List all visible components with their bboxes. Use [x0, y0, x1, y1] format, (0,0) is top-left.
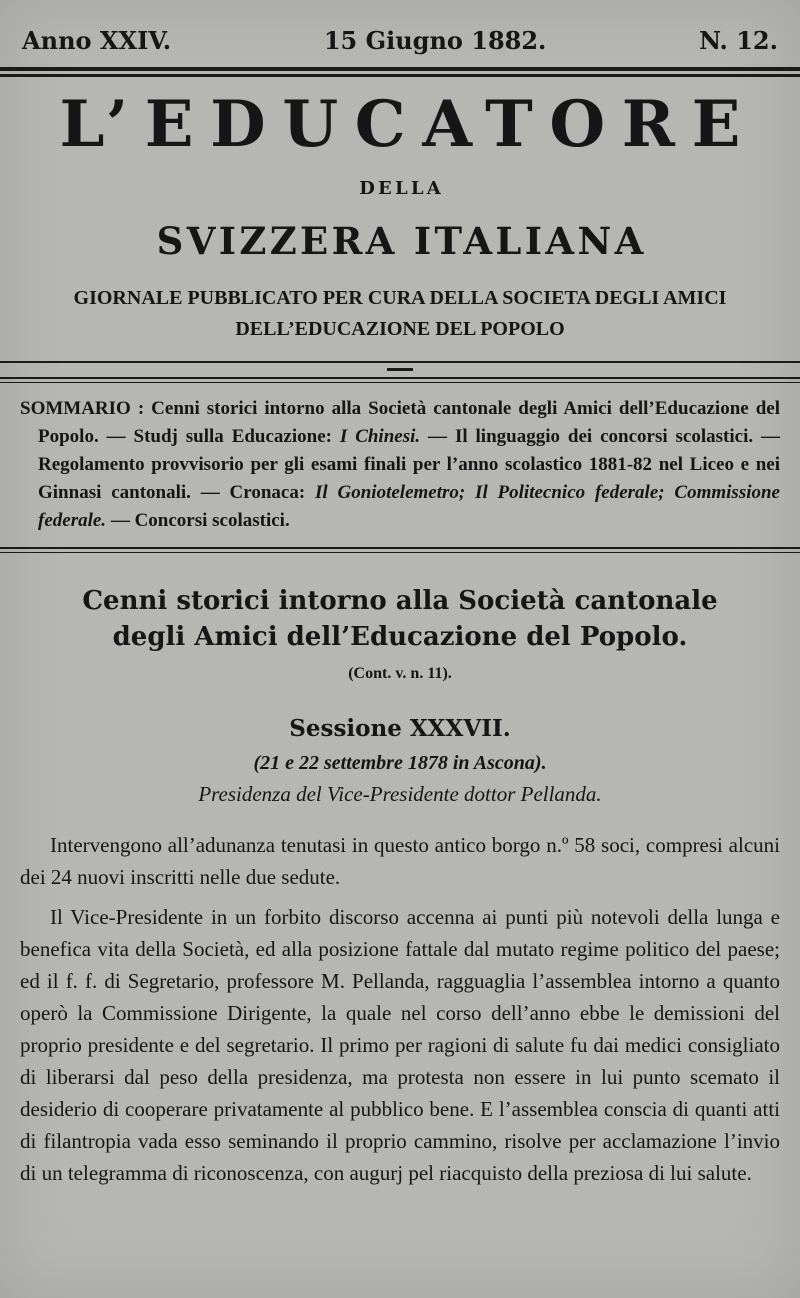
issue-number: N. 12.: [699, 26, 778, 55]
article: [20, 583, 780, 1189]
session-heading: Sessione XXXVII.: [289, 715, 511, 743]
article-title-line2: degli Amici dell’Educazione del Popolo.: [112, 622, 688, 653]
body-paragraph: Il Vice-Presidente in un forbito discorso accenna ai punti più notevoli della lunga e benefica vita della Società, ed alla posizione fattale dal mutato regime politico del paese; ed il f. f. di Segretario, professore M. Pellanda, ragguaglia l’assemblea intorno a quanto operò la Commissione Dirigente, la quale nel corso dell’anno ebbe le demissioni del proprio presidente e del segretario. Il primo per ragioni di salute fu dai medici consigliato di liberarsi dal peso della presidenza, ma protesta non essere in lui punto scemato il desiderio di cooperare privatamente al pubblico bene. E l’assemblea conscia di quanti atti di filantropia vada esso seminando il proprio cammino, risolve per acclamazione l’invio di un telegramma di riconoscenza, con augurj pel riacquisto della preziosa di lui salute.: [20, 905, 780, 1186]
body-paragraph: Intervengono all’adunanza tenutasi in questo antico borgo n.º 58 soci, compresi alcuni dei 24 nuovi inscritti nelle due sedute.: [20, 833, 780, 890]
tagline-rule: [0, 361, 800, 363]
journal-tagline: [20, 283, 780, 345]
summary-label: SOMMARIO :: [20, 398, 145, 420]
summary-block: [20, 395, 780, 535]
tagline-line2: DELL’EDUCAZIONE DEL POPOLO: [235, 318, 565, 341]
center-ornament-dash: [387, 368, 413, 371]
header-double-rule: [0, 67, 800, 77]
summary-seg4-italic: Il Goniotelemetro; Il Politecnico federale; Commissione federale.: [38, 482, 780, 532]
session-date: (21 e 22 settembre 1878 in Ascona).: [253, 752, 547, 775]
continuation-note: (Cont. v. n. 11).: [348, 665, 452, 683]
article-title: [20, 583, 780, 655]
session-presidency: Presidenza del Vice-Presidente dottor Pellanda.: [198, 782, 602, 807]
masthead-della: DELLA: [359, 178, 445, 200]
issue-date: 15 Giugno 1882.: [323, 26, 547, 55]
article-title-line1: Cenni storici intorno alla Società cantonale: [82, 586, 718, 617]
summary-seg3: — Il linguaggio dei concorsi scolastici. — Regolamento provvisorio per gli esami finali per l’anno scolastico 1881-82 nel Liceo e nei Ginnasi cantonali. — Cronaca:: [38, 426, 781, 504]
issue-header: [20, 26, 780, 55]
journal-title: L’EDUCATORE: [59, 87, 758, 162]
tagline-line1: GIORNALE PUBBLICATO PER CURA DELLA SOCIETA DEGLI AMICI: [73, 287, 727, 310]
issue-volume: Anno XXIV.: [22, 26, 172, 55]
summary-rule-bottom: [0, 547, 800, 553]
summary-seg5: — Concorsi scolastici.: [106, 510, 290, 532]
journal-subtitle: SVIZZERA ITALIANA: [156, 219, 647, 264]
summary-rule-top: [0, 377, 800, 383]
summary-seg1: Cenni storici intorno alla Società cantonale degli Amici dell’Educazione del Popolo. — Studj sulla Educazione:: [38, 398, 780, 448]
summary-seg2-italic: I Chinesi.: [339, 426, 421, 448]
